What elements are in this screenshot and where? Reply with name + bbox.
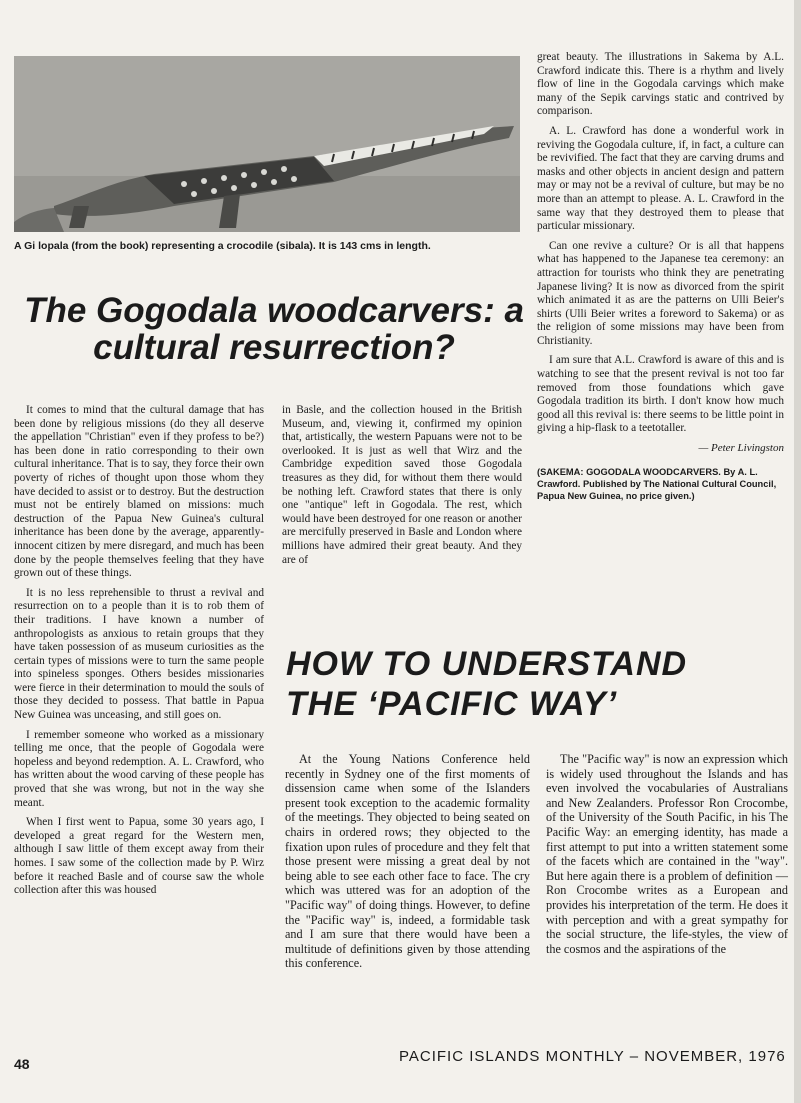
crocodile-carving-photo: [14, 56, 520, 232]
paragraph: I remember someone who worked as a missionary telling me once, that the people of Gogodala were hopeless and beyond redemption. A. L. Crawford, who has written about the wood carving of these people has proved that she was wrong, but not in the way she meant.: [14, 728, 264, 809]
paragraph: I am sure that A.L. Crawford is aware of this and is watching to see that the present revival is not too far removed from those foundations which gave Gogodala tradition its birth. I don't know how much good all this revival is: there seems to be little point in giving a hip-flask to a teetotaller.: [537, 354, 784, 435]
paragraph: in Basle, and the collection housed in the British Museum, and, viewing it, confirmed my opinion that, artistically, the western Papuans were not to be overlooked. It is just as well that Wirz and the Cambridge expedition saved those Gogodala treasures as they did, for without them there would be nothing left. Crawford states that there is only one "antique" left in Gogodala. The rest, which would have been destroyed for one reason or another are mercifully preserved in Basle and London where millions have admired their great beauty. And they are of: [282, 404, 522, 566]
title-line: HOW TO UNDERSTAND: [286, 645, 688, 683]
article-column-1: [14, 404, 264, 904]
paragraph: Can one revive a culture? Or is all that happens what has happened to the Japanese tea ceremony: an attraction for tourists who think they are penetrating Japanese living? It is now as divorced from the spirit which animated it as are the patterns on Ulli Beier's shirts (Ulli Beier writes a foreword to Sakema) or as the religion of some missions may have been from Christianity.: [537, 239, 784, 347]
paragraph: It is no less reprehensible to thrust a revival and resurrection on to a people than it is to rob them of their traditions. I have known a number of anthropologists as anxious to retain groups that they have taken possession of as museum curiosities as the certain types of missions were to turn the same people into spineless sponges. Others besides missionaries were fierce in their determination to mould the souls of those they decided to possess. That battle in Papua New Guinea was unceasing, and still goes on.: [14, 586, 264, 722]
book-review-note: (SAKEMA: GOGODALA WOODCARVERS. By A. L. Crawford. Published by The National Cultural Council, Papua New Guinea, no price given.): [537, 466, 777, 501]
article-column-3: [537, 51, 784, 502]
page-edge: [794, 0, 801, 1103]
publication-footer: PACIFIC ISLANDS MONTHLY – NOVEMBER, 1976: [399, 1048, 786, 1065]
paragraph: It comes to mind that the cultural damage that has been done by religious missions (do they all deserve the appellation "Christian" even if they profess to be?) has been done in ratio corresponding to their own cultural inheritance. That is to say, they force their own poverty of riches of thought upon those whom they have decided to assist or to destroy. But the destruction must not be entirely blamed on missions: much destruction of the Papua New Guinea's cultural inheritance has been done by the average, apparently-innocent citizen by mere disregard, and much has been done by the people themselves feeling that they have grown out of these things.: [14, 404, 264, 580]
page-number: 48: [14, 1056, 30, 1072]
author-signature: — Peter Livingston: [698, 442, 784, 455]
paragraph: When I first went to Papua, some 30 years ago, I developed a great regard for the Western men, although I saw little of them except away from their homes. I saw some of the collection made by P. Wirz before it reached Basle and of course saw the whole collection after this was housed: [14, 816, 264, 897]
article-2-column-2: [546, 752, 788, 962]
paragraph: At the Young Nations Conference held recently in Sydney one of the first moments of dissension came when some of the Islanders present took exception to the academic formality of the meetings. They objected to being seated on chairs in ordered rows; they objected to the fixation upon rules of procedure and they felt that those present were missing a great deal by not being able to see each other face to face. The cry which was uttered was for an adoption of the "Pacific way" of doing things. However, to define the "Pacific way" is, indeed, a formidable task and I am sure that there would have been a multitude of definitions given by those attending this conference.: [285, 752, 530, 971]
article-2-title: [286, 644, 786, 724]
paragraph: great beauty. The illustrations in Sakema by A.L. Crawford indicate this. There is a rhythm and lively flow of line in the Gogodala carvings which make many of the Sepik carvings static and contrived by comparison.: [537, 51, 784, 118]
paragraph: The "Pacific way" is now an expression which is widely used throughout the Islands and has even involved the vocabularies of Australians and New Zealanders. Professor Ron Crocombe, of the University of the South Pacific, in his The Pacific Way: an emerging identity, has made a first attempt to put into a written statement some of the facets which are contained in the "way". But here again there is a problem of definition — Ron Crocombe writes as a European and provides his interpretation of the term. He does it with perception and with a great sympathy for the social structure, the life-styles, the view of the cosmos and the aspirations of the: [546, 752, 788, 956]
article-2-column-1: [285, 752, 530, 977]
article-column-2: [282, 404, 522, 573]
paragraph: A. L. Crawford has done a wonderful work in reviving the Gogodala culture, if, in fact, a culture can be revivified. The fact that they are carving drums and masks and other objects in ancient design and pattern may or may not be a revival of culture, but may be no more than an attempt to please. A. L. Crawford in the same way that they destroyed them to please that particular missionary.: [537, 124, 784, 233]
photo-caption: A Gi lopala (from the book) representing a crocodile (sibala). It is 143 cms in length.: [14, 240, 431, 252]
title-line: THE ‘PACIFIC WAY’: [286, 685, 618, 723]
article-title: The Gogodala woodcarvers: a cultural resurrection?: [24, 291, 524, 367]
